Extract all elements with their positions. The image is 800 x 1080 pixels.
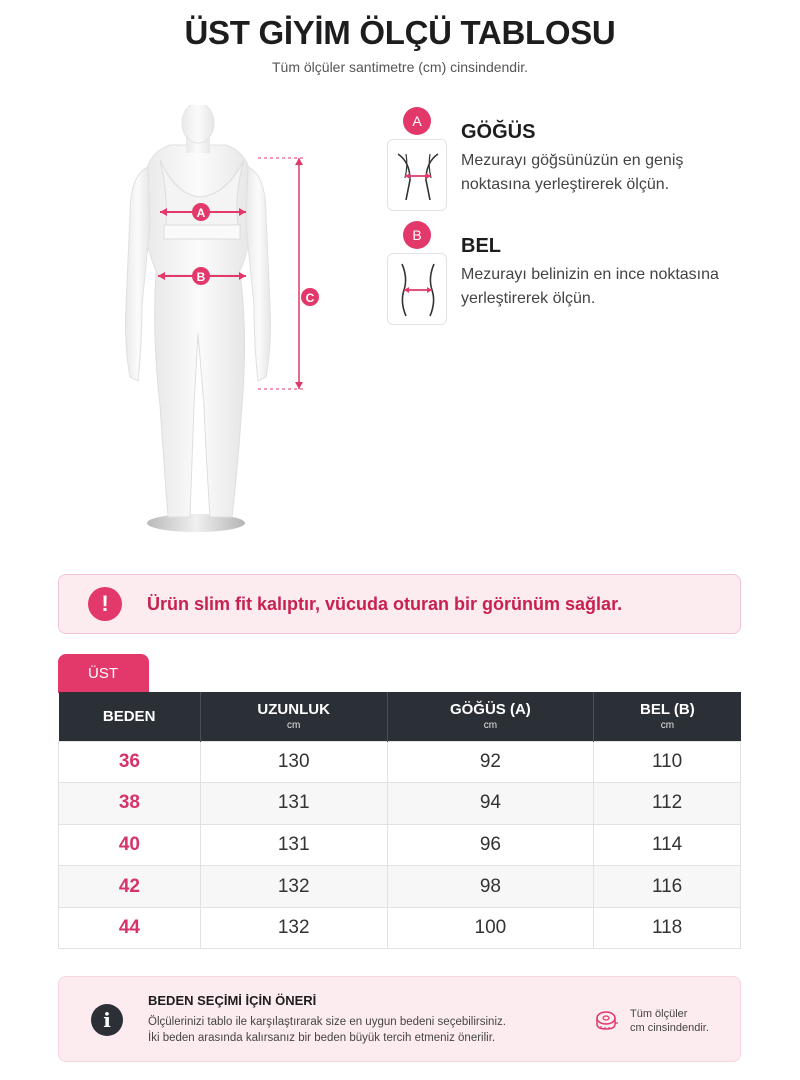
size-cell: 38 xyxy=(59,783,201,825)
fit-notice-text: Ürün slim fit kalıptır, vücuda oturan bir görünüm sağlar. xyxy=(147,594,623,614)
waist-description xyxy=(461,263,761,311)
waist-description-line-1: Mezurayı belinizin en ince noktasına xyxy=(461,266,719,283)
advice-line-1: Ölçülerinizi tablo ile karşılaştırarak size en uygun bedeni seçebilirsiniz. xyxy=(148,1016,506,1028)
length-cell: 131 xyxy=(200,824,387,866)
size-advice-box xyxy=(58,976,741,1062)
chest-measure-icon xyxy=(387,139,447,211)
header-beden xyxy=(59,692,201,741)
size-table xyxy=(58,692,741,949)
chest-cell: 98 xyxy=(387,866,594,908)
fit-notice xyxy=(58,574,741,634)
mannequin-figure xyxy=(108,105,330,545)
length-cell: 132 xyxy=(200,907,387,949)
units-note-line-1: Tüm ölçüler xyxy=(630,1008,688,1020)
waist-cell: 110 xyxy=(594,741,741,783)
length-cell: 132 xyxy=(200,866,387,908)
size-cell: 44 xyxy=(59,907,201,949)
header-bel xyxy=(594,692,741,741)
waist-title: BEL xyxy=(461,235,501,257)
measurement-chest xyxy=(386,107,766,207)
advice-title: BEDEN SEÇİMİ İÇİN ÖNERİ xyxy=(148,993,317,1008)
chest-description xyxy=(461,149,761,197)
page-subtitle: Tüm ölçüler santimetre (cm) cinsindendir. xyxy=(272,59,528,75)
tab-ust[interactable]: ÜST xyxy=(58,654,149,693)
chest-cell: 96 xyxy=(387,824,594,866)
chest-cell: 92 xyxy=(387,741,594,783)
units-note xyxy=(630,1007,709,1035)
size-cell: 36 xyxy=(59,741,201,783)
units-note-line-2: cm cinsindendir. xyxy=(630,1022,709,1034)
chest-cell: 100 xyxy=(387,907,594,949)
header-unit: cm xyxy=(483,720,498,732)
header-unit: cm xyxy=(660,720,675,732)
measurement-waist xyxy=(386,221,766,321)
chest-description-line-2: noktasına yerleştirerek ölçün. xyxy=(461,176,670,193)
chest-cell: 94 xyxy=(387,783,594,825)
marker-b: B xyxy=(196,270,206,284)
header-label: UZUNLUK xyxy=(257,701,330,719)
length-cell: 130 xyxy=(200,741,387,783)
page-title: ÜST GİYİM ÖLÇÜ TABLOSU xyxy=(184,14,616,51)
table-row xyxy=(59,824,741,866)
marker-c: C xyxy=(305,291,315,305)
info-icon: i xyxy=(91,1004,123,1036)
waist-description-line-2: yerleştirerek ölçün. xyxy=(461,290,596,307)
table-row xyxy=(59,866,741,908)
table-row xyxy=(59,907,741,949)
waist-cell: 114 xyxy=(594,824,741,866)
chest-title: GÖĞÜS xyxy=(461,121,536,143)
table-row xyxy=(59,783,741,825)
header-uzunluk xyxy=(200,692,387,741)
advice-line-2: İki beden arasında kalırsanız bir beden büyük tercih etmeniz önerilir. xyxy=(148,1032,496,1044)
waist-cell: 118 xyxy=(594,907,741,949)
chest-description-line-1: Mezurayı göğsünüzün en geniş xyxy=(461,152,684,169)
header-label: GÖĞÜS (A) xyxy=(449,701,531,719)
exclamation-icon: ! xyxy=(88,587,122,621)
table-header-row xyxy=(59,692,741,741)
waist-cell: 112 xyxy=(594,783,741,825)
waist-measure-icon xyxy=(387,253,447,325)
waist-badge: B xyxy=(403,221,431,249)
size-cell: 42 xyxy=(59,866,201,908)
chest-badge: A xyxy=(403,107,431,135)
header-gogus xyxy=(387,692,594,741)
measuring-tape-icon xyxy=(595,1008,619,1032)
header-label: BEDEN xyxy=(102,707,156,725)
waist-cell: 116 xyxy=(594,866,741,908)
table-row xyxy=(59,741,741,783)
length-cell: 131 xyxy=(200,783,387,825)
marker-a: A xyxy=(196,206,206,220)
header-label: BEL (B) xyxy=(639,701,695,719)
mannequin-illustration xyxy=(108,105,330,545)
size-cell: 40 xyxy=(59,824,201,866)
header-unit: cm xyxy=(287,720,301,732)
